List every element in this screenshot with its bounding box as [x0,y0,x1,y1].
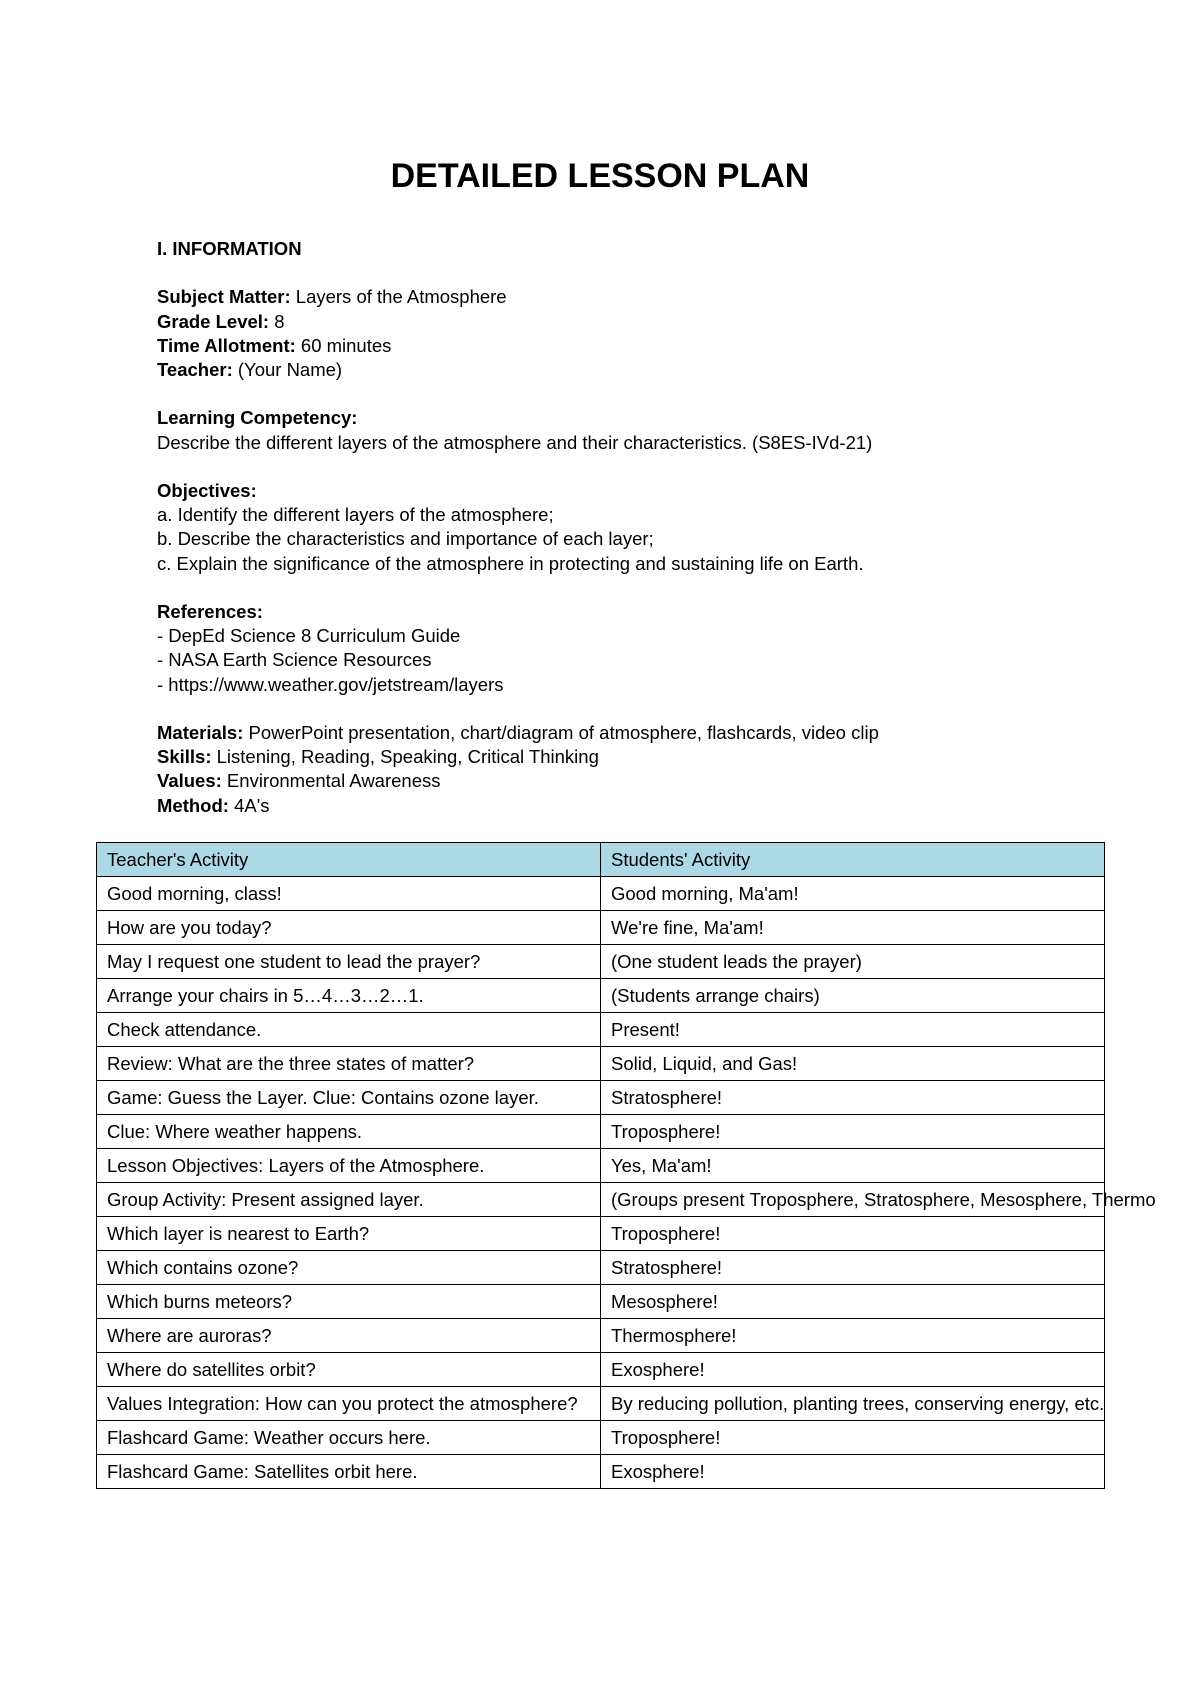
subject-matter-line [157,285,1157,309]
table-row [97,1081,1105,1115]
objective-item: b. Describe the characteristics and importance of each layer; [157,528,654,550]
students-activity-cell: Stratosphere! [601,1081,1105,1115]
values-value: Environmental Awareness [221,770,441,792]
method-value: 4A's [228,794,270,816]
teacher-activity-cell: Flashcard Game: Weather occurs here. [97,1421,601,1455]
students-activity-cell: Thermosphere! [601,1319,1105,1353]
information-section [157,237,1157,818]
students-activity-cell: Good morning, Ma'am! [601,877,1105,911]
teacher-activity-cell: May I request one student to lead the prayer? [97,945,601,979]
reference-item: - DepEd Science 8 Curriculum Guide [157,625,461,647]
objective-item: c. Explain the significance of the atmosphere in protecting and sustaining life on Earth. [157,552,864,574]
time-allotment-label: Time Allotment: [157,334,296,356]
teacher-activity-cell: Clue: Where weather happens. [97,1115,601,1149]
teacher-activity-cell: Where are auroras? [97,1319,601,1353]
teacher-activity-cell: Which burns meteors? [97,1285,601,1319]
students-activity-cell: Yes, Ma'am! [601,1149,1105,1183]
students-activity-cell: (One student leads the prayer) [601,945,1105,979]
table-row [97,1115,1105,1149]
teacher-activity-cell: Lesson Objectives: Layers of the Atmosphere. [97,1149,601,1183]
method-line [157,794,1157,818]
skills-value: Listening, Reading, Speaking, Critical Thinking [211,746,599,768]
subject-matter-label: Subject Matter: [157,286,291,308]
students-activity-header: Students' Activity [601,843,1105,877]
teacher-activity-cell: Flashcard Game: Satellites orbit here. [97,1455,601,1489]
teacher-activity-cell: Arrange your chairs in 5…4…3…2…1. [97,979,601,1013]
learning-competency-text: Describe the different layers of the atmosphere and their characteristics. (S8ES-IVd-21) [157,431,873,453]
objectives-heading: Objectives: [157,479,257,501]
grade-level-line [157,310,1157,334]
teacher-activity-cell: Check attendance. [97,1013,601,1047]
table-row [97,1421,1105,1455]
reference-item: - NASA Earth Science Resources [157,649,432,671]
table-row [97,1319,1105,1353]
students-activity-cell: Stratosphere! [601,1251,1105,1285]
students-activity-cell: (Groups present Troposphere, Stratosphere, Mesosphere, Thermo [601,1183,1105,1217]
values-label: Values: [157,770,222,792]
reference-item: - https://www.weather.gov/jetstream/layers [157,673,504,695]
teacher-activity-cell: Values Integration: How can you protect the atmosphere? [97,1387,601,1421]
table-row [97,877,1105,911]
students-activity-cell: Troposphere! [601,1115,1105,1149]
section-heading: I. INFORMATION [157,238,302,259]
grade-level-value: 8 [269,310,285,332]
materials-value: PowerPoint presentation, chart/diagram of atmosphere, flashcards, video clip [243,721,879,743]
table-row [97,979,1105,1013]
students-activity-cell: By reducing pollution, planting trees, conserving energy, etc. [601,1387,1105,1421]
materials-label: Materials: [157,721,244,743]
table-row [97,1149,1105,1183]
table-row [97,1387,1105,1421]
teacher-activity-cell: Group Activity: Present assigned layer. [97,1183,601,1217]
time-allotment-value: 60 minutes [295,334,392,356]
teacher-value: (Your Name) [232,359,343,380]
students-activity-cell: Exosphere! [601,1353,1105,1387]
table-row [97,1285,1105,1319]
values-line [157,769,1157,793]
students-activity-cell: Troposphere! [601,1421,1105,1455]
teacher-activity-cell: How are you today? [97,911,601,945]
table-header-row [97,843,1105,877]
table-row [97,1013,1105,1047]
table-row [97,1455,1105,1489]
students-activity-cell: Solid, Liquid, and Gas! [601,1047,1105,1081]
table-row [97,1251,1105,1285]
materials-line [157,721,1157,745]
students-activity-cell: Exosphere! [601,1455,1105,1489]
document-title: DETAILED LESSON PLAN [390,157,810,195]
table-row [97,1353,1105,1387]
students-activity-cell: Mesosphere! [601,1285,1105,1319]
table-row [97,1183,1105,1217]
teacher-activity-cell: Review: What are the three states of matter? [97,1047,601,1081]
teacher-label: Teacher: [157,359,233,380]
teacher-activity-header: Teacher's Activity [97,843,601,877]
grade-level-label: Grade Level: [157,310,270,332]
students-activity-cell: Troposphere! [601,1217,1105,1251]
teacher-line [157,358,1157,382]
skills-line [157,745,1157,769]
table-row [97,1217,1105,1251]
activity-table [96,842,1156,1489]
students-activity-cell: We're fine, Ma'am! [601,911,1105,945]
teacher-activity-cell: Which layer is nearest to Earth? [97,1217,601,1251]
objective-item: a. Identify the different layers of the atmosphere; [157,504,554,526]
table-row [97,945,1105,979]
table-row [97,1047,1105,1081]
references-heading: References: [157,600,263,622]
teacher-activity-cell: Which contains ozone? [97,1251,601,1285]
table-row [97,911,1105,945]
method-label: Method: [157,794,229,816]
teacher-activity-cell: Where do satellites orbit? [97,1353,601,1387]
teacher-activity-cell: Game: Guess the Layer. Clue: Contains ozone layer. [97,1081,601,1115]
subject-matter-value: Layers of the Atmosphere [290,286,507,308]
teacher-activity-cell: Good morning, class! [97,877,601,911]
students-activity-cell: Present! [601,1013,1105,1047]
learning-competency-heading: Learning Competency: [157,407,358,429]
time-allotment-line [157,334,1157,358]
students-activity-cell: (Students arrange chairs) [601,979,1105,1013]
skills-label: Skills: [157,746,212,768]
